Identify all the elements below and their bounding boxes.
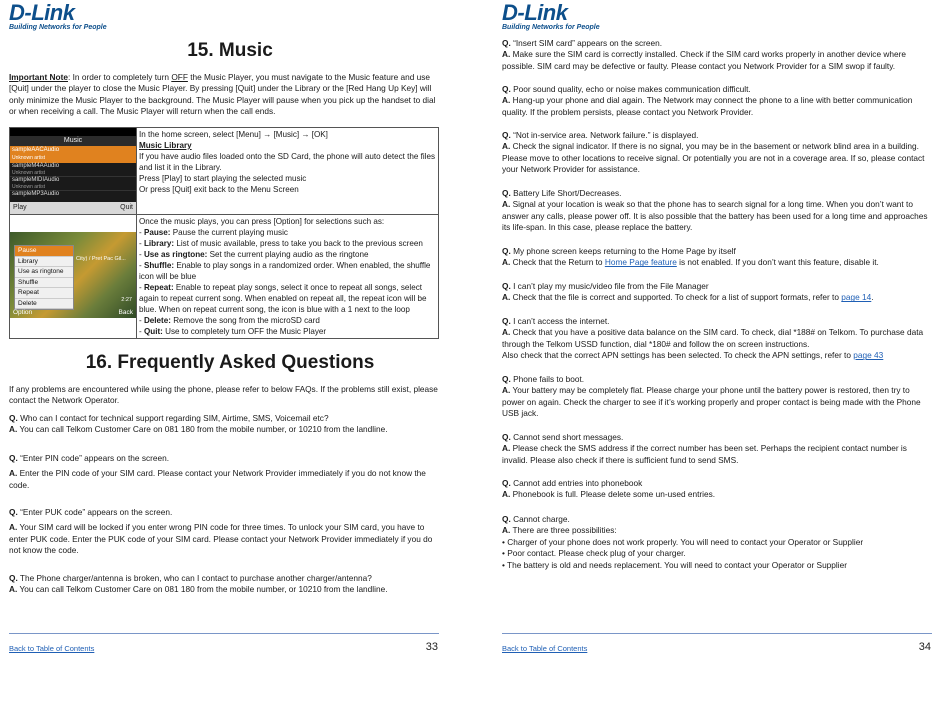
faq-item: Q. Who can I contact for technical support regarding SIM, Airtime, SMS, Voicemail etc? A. You can call Telkom Customer Care on 081 180 from the mobile number, or 10210 from the landline.	[9, 413, 388, 435]
library-screenshot-cell	[10, 128, 137, 215]
back-to-toc-link[interactable]: Back to Table of Contents	[502, 644, 588, 653]
dlink-logo	[502, 2, 602, 30]
song-title: sampleMP3Audio	[12, 191, 60, 197]
faq-question: “Enter PIN code” appears on the screen.	[17, 453, 170, 463]
softkey-bar	[10, 202, 136, 214]
option-desc: - Quit: Use to completely turn OFF the Music Player	[139, 327, 327, 336]
footer-rule	[9, 633, 439, 634]
faq-item: Q. “Insert SIM card” appears on the screen. A. Make sure the SIM card is correctly installed. Check if the SIM card works properly in another device where possible. SIM card may be defective or faulty. Please contact you Network Provider for a SIM swop if faulty.	[502, 38, 906, 71]
music-library-screenshot	[10, 128, 136, 214]
play-softkey: Play	[13, 204, 27, 211]
music-library-heading: Music Library	[139, 141, 192, 150]
faq-item: Q. Cannot add entries into phonebook A. Phonebook is full. Please delete some un-used entries.	[502, 478, 716, 500]
faq-question: “Insert SIM card” appears on the screen.	[510, 38, 663, 48]
option-desc: - Shuffle: Enable to play songs in a randomized order. When enabled, the shuffle icon will be blue	[139, 261, 431, 281]
options-screenshot-cell	[10, 215, 137, 339]
faq-item: Q. My phone screen keeps returning to the Home Page by itself A. Check that the Return to Home Page feature is not enabled. If you don’t want this feature, disable it.	[502, 246, 879, 268]
faq-question: Cannot add entries into phonebook	[510, 478, 643, 488]
faq-question: “Not in-service area. Network failure.” is displayed.	[510, 130, 699, 140]
page-33	[0, 0, 460, 725]
faq-answer: Signal at your location is weak so that the phone has to search signal for a long time. When you don’t want to answer any calls, please power off. It is also possible that the battery has been used for a long time and approaches its life-span. In this case, please replace the battery.	[502, 199, 928, 233]
song-artist: Unknown artist	[12, 170, 46, 176]
important-text-1: : In order to completely turn	[68, 72, 172, 82]
bullet-item: • Charger of your phone does not work properly. You will need to contact your Operator or Supplier	[502, 536, 864, 547]
faq-item: Q. Poor sound quality, echo or noise makes communication difficult. A. Hang-up your phone and dial again. The Network may connect the phone to a line with better communication quality. If the problem persists, please contact you Network Provider.	[502, 84, 913, 117]
faq-question: Battery Life Short/Decreases.	[510, 188, 622, 198]
back-softkey: Back	[118, 309, 133, 316]
faq-answer: Your SIM card will be locked if you enter wrong PIN code for three times. To unlock your SIM card, you have to enter PUK code. Enter the PUK code of your SIM card. Please contact your Network Provider immediately if you do not know the code.	[9, 522, 433, 556]
faq-item: Q. “Enter PIN code” appears on the screen. A. Enter the PIN code of your SIM card. Please contact your Network Provider immediately if you do not know the code.	[9, 453, 426, 490]
faq-item: Q. “Not in-service area. Network failure.” is displayed. A. Check the signal indicator. If there is no signal, you may be in the basement or network blind area in a building. Please move to other locations to receive signal. Or potentially you are not in a coverage area. If so, please contact your Network Provider for assistance.	[502, 130, 925, 175]
page-number: 33	[425, 641, 438, 653]
bullet-item: • Poor contact. Please check plug of your charger.	[502, 548, 686, 559]
faq-answer: You can call Telkom Customer Care on 081 180 from the mobile number, or 10210 from the landline.	[17, 424, 388, 435]
quit-softkey: Quit	[120, 204, 133, 211]
option-desc: - Repeat: Enable to repeat play songs, select it once to repeat all songs, select again to repeat current song. When enabled on repeat all, the repeat icon will be blue. When on repeat current song, the icon is blue with a 1 next to the loop	[139, 283, 427, 314]
music-row-library	[10, 128, 439, 215]
important-text-2: the Music Player, you must navigate to the Music feature and use [Quit] under the player to close the Music Player. By pressing [Quit] under the Library or the [Red Hang Up Key] will only minimize the Music Player to the background. The Music Player will pause when you pick up the handset to dial or when receiving a call. The Music Player will return when the call ends.	[9, 72, 436, 117]
dlink-logo	[9, 2, 109, 30]
important-off: OFF	[171, 72, 188, 82]
faq-question: I can’t play my music/video file from the File Manager	[510, 281, 709, 291]
library-line-3: Press [Play] to start playing the selected music	[139, 174, 307, 183]
faq-item: Q. Cannot charge. A. There are three possibilities: • Charger of your phone does not work properly. You will need to contact your Operator or Supplier • Poor contact. Please check plug of your charger. • The battery is old and needs replacement. You will need to contact your Operator or Supplier	[502, 514, 932, 571]
faq-question: Cannot send short messages.	[510, 432, 624, 442]
music-options-screenshot	[10, 232, 136, 318]
faq-answer: Phonebook is full. Please delete some un-used entries.	[510, 489, 716, 500]
faq-answer: You can call Telkom Customer Care on 081 180 from the mobile number, or 10210 from the landline.	[17, 584, 388, 595]
library-instructions	[137, 128, 439, 215]
faq-answer: Check that you have a positive data balance on the SIM card. To check, dial *188# on Telkom. To purchase data through the Telkom USSD function, dial *180# and follow the on screen instructions.	[502, 327, 924, 349]
song-title: sampleAACAudio	[12, 147, 60, 153]
page-34	[493, 0, 950, 725]
song-row-selected	[10, 146, 136, 163]
song-artist: Unknown artist	[12, 155, 46, 161]
options-instructions	[137, 215, 439, 339]
faq-question: The Phone charger/antenna is broken, who can I contact to purchase another charger/antenna?	[17, 573, 372, 583]
option-library: Library	[15, 257, 73, 268]
logo-tagline: Building Networks for People	[9, 24, 107, 31]
faq-question: My phone screen keeps returning to the Home Page by itself	[510, 246, 736, 256]
footer-rule	[502, 633, 932, 634]
home-page-feature-link[interactable]: Home Page feature	[604, 257, 677, 268]
track-time: 2:27	[121, 296, 132, 303]
faq-answer: Check the signal indicator. If there is no signal, you may be in the basement or network blind area in a building. Please move to other locations to receive signal. Or potentially you are not in a coverage area. If so, please contact your Network Provider for assistance.	[502, 141, 925, 175]
bullet-item: • The battery is old and needs replacement. You will need to contact your Operator or Supplier	[502, 559, 847, 570]
song-title: sampleMIDIAudio	[12, 177, 60, 183]
heading-faq: 16. Frequently Asked Questions	[85, 352, 375, 373]
faq-question: “Enter PUK code” appears on the screen.	[17, 507, 173, 517]
faq-answer: There are three possibilities:	[510, 525, 617, 536]
faq-item: Q. “Enter PUK code” appears on the screen. A. Your SIM card will be locked if you enter wrong PIN code for three times. To unlock your SIM card, you have to enter PUK code. Enter the PUK code of your SIM card. Please contact your Network Provider immediately if you do not know the code.	[9, 507, 433, 556]
faq-intro: If any problems are encountered while using the phone, please refer to below FAQs. If the problems still exist, please contact the Network Operator.	[9, 384, 438, 406]
library-line-4: Or press [Quit] exit back to the Menu Screen	[139, 185, 299, 194]
back-to-toc-link[interactable]: Back to Table of Contents	[9, 644, 95, 653]
song-artist: Unknown artist	[12, 184, 46, 190]
faq-question: Phone fails to boot.	[510, 374, 585, 384]
page-43-link[interactable]: page 43	[853, 350, 884, 361]
faq-item: Q. Battery Life Short/Decreases. A. Signal at your location is weak so that the phone has to search signal for a long time. When you don’t want to answer any calls, please power off. It is also possible that the battery has been used for a long time and approaches its life-span. In this case, please replace the battery.	[502, 188, 928, 233]
faq-answer: Your battery may be completely flat. Please charge your phone until the battery power is restored, then try to power on again. Check the charger to see if it’s working properly and proper contact is being made with the Phone USB jack.	[502, 385, 921, 419]
options-intro: Once the music plays, you can press [Option] for selections such as:	[139, 217, 385, 226]
faq-answer: Make sure the SIM card is correctly installed. Check if the SIM card works properly in another device where possible. SIM card may be defective or faulty. Please contact you Network Provider for a SIM swop if faulty.	[502, 49, 906, 71]
song-title: sampleM4AAudio	[12, 163, 60, 169]
faq-question: Poor sound quality, echo or noise makes communication difficult.	[510, 84, 751, 94]
library-line-1: In the home screen, select [Menu] → [Music] → [OK]	[139, 130, 328, 139]
song-row	[10, 177, 136, 191]
faq-question: Cannot charge.	[510, 514, 570, 524]
logo-tagline: Building Networks for People	[502, 24, 600, 31]
status-bar	[10, 128, 136, 136]
option-softkey: Option	[13, 309, 33, 316]
faq-item: Q. Cannot send short messages. A. Please check the SMS address if the correct number has been set. Perhaps the recipient contact number is invalid. Please also check if there is sufficient fund to send SMS.	[502, 432, 907, 465]
faq-question: I can’t access the internet.	[510, 316, 610, 326]
option-desc: - Pause: Pause the current playing music	[139, 228, 288, 237]
page-14-link[interactable]: page 14	[841, 292, 872, 303]
library-line-2: If you have audio files loaded onto the SD Card, the phone will auto detect the files and list it in the Library.	[139, 152, 436, 172]
important-label: Important Note	[9, 72, 68, 82]
option-delete: Delete	[15, 299, 73, 310]
faq-question: Who can I contact for technical support regarding SIM, Airtime, SMS, Voicemail etc?	[17, 413, 329, 423]
faq-item: Q. I can’t play my music/video file from the File Manager A. Check that the file is correct and supported. To check for a list of support formats, refer to page 14.	[502, 281, 874, 303]
logo-word: D-Link	[9, 0, 75, 25]
faq-answer: Hang-up your phone and dial again. The Network may connect the phone to a line with better communication quality. If the problem persists, please contact you Network Provider.	[502, 95, 913, 117]
option-repeat: Repeat	[15, 288, 73, 299]
faq-item: Q. Phone fails to boot. A. Your battery may be completely flat. Please charge your phone until the battery power is restored, then try to power on again. Check the charger to see if it’s working properly and proper contact is being made with the Phone USB jack.	[502, 374, 921, 419]
options-softkey-bar	[10, 308, 136, 318]
important-note	[9, 72, 439, 118]
option-pause: Pause	[15, 246, 73, 257]
faq-item: Q. The Phone charger/antenna is broken, who can I contact to purchase another charger/antenna? A. You can call Telkom Customer Care on 081 180 from the mobile number, or 10210 from the landline.	[9, 573, 388, 595]
faq-item: Q. I can’t access the internet. A. Check that you have a positive data balance on the SIM card. To check, dial *188# on Telkom. To purchase data through the Telkom USSD function, dial *180# and follow the on screen instructions. Also check that the correct APN settings has been selected. To check the APN settings, refer to page 43	[502, 316, 924, 361]
now-playing-text: City) / Pret Pac Gil...	[76, 256, 126, 262]
option-desc: - Use as ringtone: Set the current playing audio as the ringtone	[139, 250, 369, 259]
options-menu	[14, 245, 74, 310]
music-row-options	[10, 215, 439, 339]
option-desc: - Library: List of music available, press to take you back to the previous screen	[139, 239, 423, 248]
page-number: 34	[918, 641, 931, 653]
song-row	[10, 163, 136, 177]
heading-music: 15. Music	[187, 40, 273, 61]
music-table	[9, 127, 439, 339]
faq-answer: Enter the PIN code of your SIM card. Please contact your Network Provider immediately if you do not know the code.	[9, 468, 426, 490]
logo-word: D-Link	[502, 0, 568, 25]
option-desc: - Delete: Remove the song from the microSD card	[139, 316, 320, 325]
option-shuffle: Shuffle	[15, 278, 73, 289]
music-screen-title: Music	[10, 136, 136, 146]
faq-answer: Please check the SMS address if the correct number has been set. Perhaps the recipient contact number is invalid. Please also check if there is sufficient fund to send SMS.	[502, 443, 907, 465]
option-ringtone: Use as ringtone	[15, 267, 73, 278]
